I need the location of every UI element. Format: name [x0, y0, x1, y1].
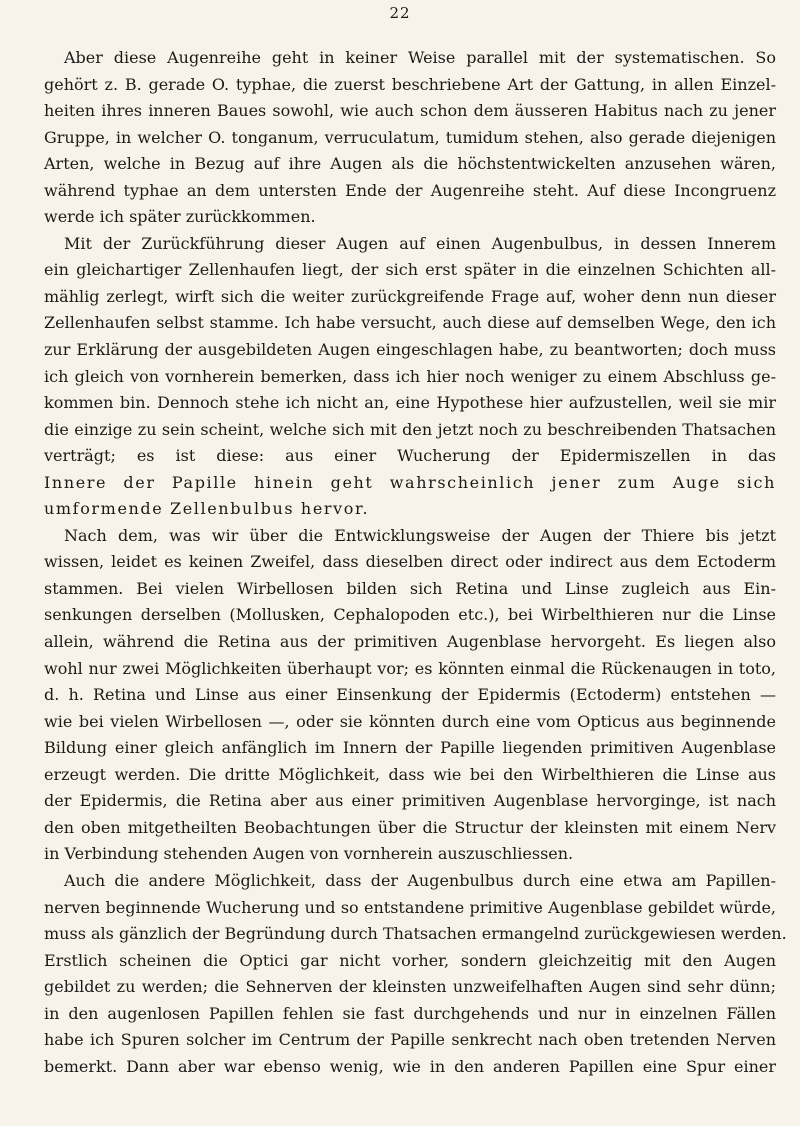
text-line: gebildet zu werden; die Sehnerven der kleinsten unzweifelhaften Augen sind sehr dünn;: [44, 977, 776, 997]
text-line: allein, während die Retina aus der primitiven Augenblase hervorgeht. Es liegen also: [44, 632, 776, 652]
text-line: Zellenhaufen selbst stamme. Ich habe versucht, auch diese auf demselben Wege, den ich: [44, 313, 776, 333]
text-line: habe ich Spuren solcher im Centrum der Papille senkrecht nach oben tretenden Nerven: [44, 1030, 776, 1050]
text-line: ein gleichartiger Zellenhaufen liegt, der sich erst später in die einzelnen Schichten all-: [44, 260, 776, 280]
text-line: in Verbindung stehenden Augen von vornherein auszuschliessen.: [44, 844, 574, 864]
text-line: Bildung einer gleich anfänglich im Innern der Papille liegenden primitiven Augenblase: [44, 738, 776, 758]
text-line: verträgt; es ist diese: aus einer Wucherung der Epidermiszellen in das: [44, 446, 776, 466]
text-line: muss als gänzlich der Begründung durch Thatsachen ermangelnd zurückgewiesen werden.: [44, 924, 787, 944]
text-line: bemerkt. Dann aber war ebenso wenig, wie in den anderen Papillen eine Spur einer: [44, 1056, 776, 1076]
text-line: Innere der Papille hinein geht wahrscheinlich jener zum Auge sich: [44, 472, 776, 492]
text-line: während typhae an dem untersten Ende der Augenreihe steht. Auf diese Incongruenz: [44, 180, 776, 200]
text-line: stammen. Bei vielen Wirbellosen bilden sich Retina und Linse zugleich aus Ein-: [44, 578, 776, 598]
text-line: erzeugt werden. Die dritte Möglichkeit, dass wie bei den Wirbelthieren die Linse aus: [44, 764, 776, 784]
text-line: werde ich später zurückkommen.: [44, 207, 316, 227]
text-line: nerven beginnende Wucherung und so entstandene primitive Augenblase gebildet würde,: [44, 897, 776, 917]
text-line: senkungen derselben (Mollusken, Cephalopoden etc.), bei Wirbelthieren nur die Linse: [44, 605, 776, 625]
text-line: den oben mitgetheilten Beobachtungen über die Structur der kleinsten mit einem Nerv: [44, 817, 776, 837]
text-line: ich gleich von vornherein bemerken, dass ich hier noch weniger zu einem Abschluss ge-: [44, 366, 776, 386]
text-line: wohl nur zwei Möglichkeiten überhaupt vor; es könnten einmal die Rückenaugen in toto,: [44, 658, 776, 678]
text-line: Aber diese Augenreihe geht in keiner Weise parallel mit der systematischen. So: [64, 48, 776, 67]
text-line: heiten ihres inneren Baues sowohl, wie auch schon dem äusseren Habitus nach zu jener: [44, 101, 776, 121]
text-line: Mit der Zurückführung dieser Augen auf einen Augenbulbus, in dessen Innerem: [64, 233, 776, 253]
text-line: mählig zerlegt, wirft sich die weiter zurückgreifende Frage auf, woher denn nun dieser: [44, 286, 776, 306]
text-line: Auch die andere Möglichkeit, dass der Augenbulbus durch eine etwa am Papillen-: [64, 870, 776, 890]
text-line: umformende Zellenbulbus hervor.: [44, 499, 370, 519]
text-line: in den augenlosen Papillen fehlen sie fast durchgehends und nur in einzelnen Fällen: [44, 1003, 776, 1023]
text-line: Gruppe, in welcher O. tonganum, verruculatum, tumidum stehen, also gerade diejenigen: [44, 127, 776, 147]
text-line: Arten, welche in Bezug auf ihre Augen als die höchstentwickelten anzusehen wären,: [44, 154, 776, 174]
page-number: 22: [389, 4, 411, 22]
text-line: der Epidermis, die Retina aber aus einer primitiven Augenblase hervorginge, ist nach: [44, 791, 776, 811]
text-line: kommen bin. Dennoch stehe ich nicht an, eine Hypothese hier aufzustellen, weil sie mir: [44, 393, 776, 413]
text-line: Erstlich scheinen die Optici gar nicht vorher, sondern gleichzeitig mit den Augen: [44, 950, 776, 970]
text-line: wie bei vielen Wirbellosen —, oder sie könnten durch eine vom Opticus aus beginnende: [44, 711, 776, 731]
body-text: [44, 45, 787, 1080]
text-line: die einzige zu sein scheint, welche sich mit den jetzt noch zu beschreibenden Thatsachen: [44, 419, 776, 439]
text-line: d. h. Retina und Linse aus einer Einsenkung der Epidermis (Ectoderm) entstehen —: [44, 685, 776, 705]
text-line: zur Erklärung der ausgebildeten Augen eingeschlagen habe, zu beantworten; doch muss: [44, 340, 776, 360]
text-line: Nach dem, was wir über die Entwicklungsweise der Augen der Thiere bis jetzt: [64, 525, 776, 545]
text-line: wissen, leidet es keinen Zweifel, dass dieselben direct oder indirect aus dem Ectoderm: [44, 552, 776, 572]
text-line: gehört z. B. gerade O. typhae, die zuerst beschriebene Art der Gattung, in allen Einzel-: [44, 74, 776, 94]
